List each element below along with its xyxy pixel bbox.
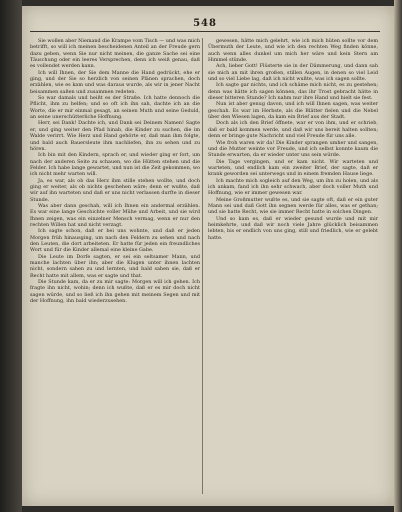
left-column [30,38,200,494]
paragraph: gewesen, hätte mich gelehrt, wie ich mich hüten sollte vor dem Übermuth der Leute, und wie ich den rechten Weg finden könne, auch wenn alles dunkel um mich her wäre und kein Stern am Himmel stünde. [208,38,378,64]
page-edge [394,0,402,512]
paragraph: Und so kam es, daß er wieder gesund wurde und mit mir heimkehrte, und daß wir noch viele Jahre glücklich beisammen lebten, bis er endlich von uns ging, still und friedlich, wie er gelebt hatte. [208,215,378,241]
paragraph: Ach, lieber Gott! Flüsterte sie in der Dämmerung, und dann sah sie mich an mit ihren großen, stillen Augen, in denen so viel Leid und so viel Liebe lag, daß ich nicht wußte, was ich sagen sollte. [208,63,378,83]
paragraph: So war damals und heißt es der Straße. Ich hatte dennoch die Pflicht, ihm zu helfen; und so oft ich ihn sah, dachte ich an die Worte, die er mir einmal gesagt, an seinen Muth und seine Geduld, an seine unerschütterliche Hoffnung. [30,95,200,121]
paragraph: Herr, sei Dank! Dachte ich, und Dank sei Deinem Namen! Sagte er, und ging weiter den Pfad hinab, die Kinder zu suchen, die im Walde verirrt. Wie Herz und Hand gehörte er, daß man ihm folgte, und bald auch Bauersleute ihm nachliefen, ihn zu sehen und zu hören. [30,120,200,152]
paragraph: Nun ist aber genug davon, und ich will Ihnen sagen, was weiter geschah. Es war im Herbste, als die Blätter fielen und die Nebel über den Wiesen lagen, da kam ein Brief aus der Stadt. [208,101,378,121]
paragraph: Meine Großmutter wußte es, und sie sagte oft, daß er ein guter Mann sei und daß Gott ihn segnen werde für alles, was er gethan; und sie hatte Recht, wie sie immer Recht hatte in solchen Dingen. [208,196,378,216]
paragraph: Doch als ich den Brief öffnete, war er von ihm, und er schrieb, daß er bald kommen werde, und daß wir uns bereit halten sollten; denn er bringe gute Nachricht und viel Freude für uns alle. [208,120,378,140]
paragraph: Die Tage vergingen, und er kam nicht. Wir warteten und warteten, und endlich kam ein zweiter Brief, der sagte, daß er krank geworden sei unterwegs und in einem fremden Hause liege. [208,158,378,178]
paragraph: Ich sagte schon, daß er bei uns wohnte, und daß er jeden Morgen früh hinausging, um nach den Feldern zu sehen und nach den Leuten, die dort arbeiteten. Er hatte für jeden ein freundliches Wort und für die Kinder allemal eine kleine Gabe. [30,228,200,254]
paragraph: Was aber dann geschah, will ich Ihnen ein andermal erzählen. Es war eine lange Geschichte voller Mühe und Arbeit, und sie wird Ihnen zeigen, was ein einzelner Mensch vermag, wenn er nur den rechten Willen hat und nicht verzagt. [30,202,200,228]
book-spine-shadow [0,0,22,512]
page-header [30,18,380,32]
paragraph: Wie froh waren wir da! Die Kinder sprangen umher und sangen, und die Mutter weinte vor Freude, und ich selbst konnte kaum die Stunde erwarten, da er wieder unter uns sein würde. [208,139,378,159]
paragraph: Ich bin mit den Kindern, sprach er, und wieder ging er fort, um nach der anderen Seite zu schauen, wo die Hütten stehen und die Felder. Ich habe lange gewartet, und nun ist die Zeit gekommen, wo ich nicht mehr warten will. [30,152,200,178]
paragraph: Ja, es war, als ob das Herz ihm stille stehen wollte, und doch ging er weiter, als ob nichts geschehen wäre; denn er wußte, daß wir auf ihn warteten und daß er uns nicht verlassen durfte in dieser Stunde. [30,177,200,203]
paragraph: Ich machte mich sogleich auf den Weg, um ihn zu holen, und als ich ankam, fand ich ihn sehr schwach, aber doch voller Muth und Hoffnung, wie er immer gewesen war. [208,177,378,197]
column-divider [202,38,203,494]
paragraph: Die Leute im Dorfe sagten, er sei ein seltsamer Mann, und manche lachten über ihn; aber die Klugen unter ihnen lachten nicht, sondern sahen zu und lernten, und bald sahen sie, daß er Recht hatte mit allem, was er sagte und that. [30,253,200,279]
page-number: 548 [193,18,217,29]
right-column [208,38,378,494]
header-rule [30,31,380,32]
paragraph: Sie wollen aber Niemand die Krampe vom Tisch — und was mich betrifft, so will ich meinen bescheidenen Anteil an der Freude gern dazu geben, wenn Sie nur nicht meinen, die ganze Sache sei eine Täuschung oder ein leeres Versprechen, denn ich weiß genau, daß es vollendet werden kann. [30,38,200,70]
paragraph: Ich sagte gar nichts, und ich schäme mich nicht, es zu gestehen; denn was hätte ich sagen können, das ihr Trost gebracht hätte in dieser bitteren Stunde? Ich nahm nur ihre Hand und hielt sie fest. [208,82,378,102]
paragraph: Die Stunde kam, da er zu mir sagte: Morgen will ich gehen. Ich fragte ihn nicht, wohin; denn ich wußte, daß er es mir doch nicht sagen würde, und so ließ ich ihn gehen mit meinem Segen und mit der Hoffnung, ihn bald wiederzusehen. [30,279,200,305]
paragraph: Ich will Ihnen, der Sie dem Manne die Hand gedrückt, ehe er ging, und der Sie so herzlich von seinen Plänen sprachen, doch erzählen, wie es kam und was daraus wurde, als wir in jener Nacht beisammen saßen und zusammen redeten. [30,69,200,95]
